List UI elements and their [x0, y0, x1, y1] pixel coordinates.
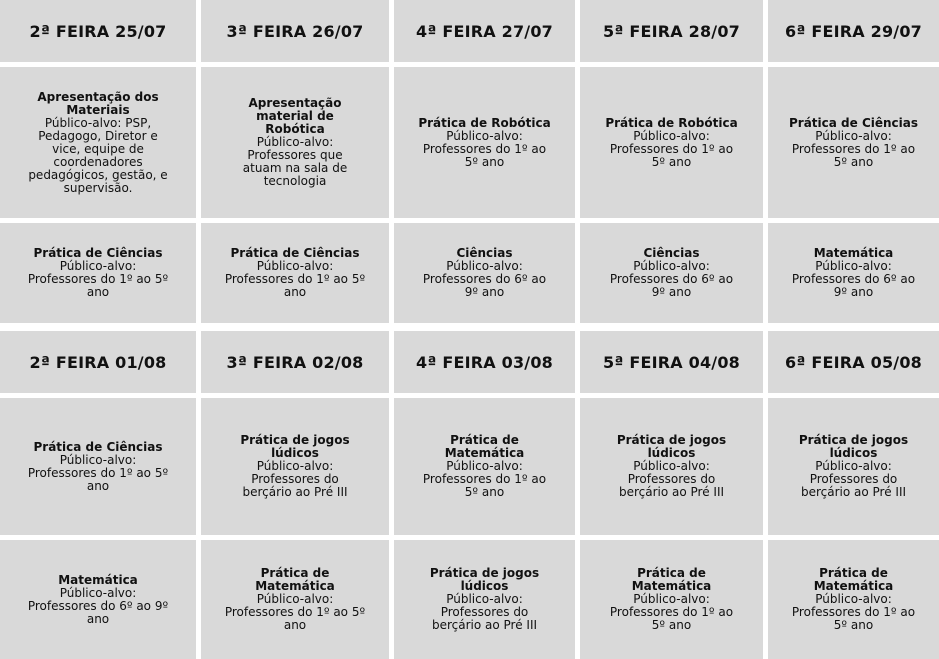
day-label: 3ª FEIRA 26/07 [226, 21, 364, 41]
audience-line: Professores do [251, 472, 339, 486]
audience-line: Professores do 1º ao 5º [224, 605, 366, 619]
session-title-line: material de [256, 109, 334, 123]
day-header-cell [580, 331, 763, 393]
audience-line: Pedagogo, Diretor e [38, 128, 158, 143]
audience-line: Professores do 1º ao [791, 141, 916, 156]
audience-label: Público-alvo: [815, 128, 892, 143]
session-title-line: Matemática [255, 579, 335, 593]
audience-line: coordenadores [53, 154, 143, 169]
session-title-line: lúdicos [460, 579, 509, 593]
session-title [248, 97, 341, 136]
audience-label: Público-alvo: [256, 135, 334, 149]
session-title [617, 434, 726, 460]
audience-line: Professores do 1º ao [791, 605, 916, 619]
audience-line: tecnologia [263, 174, 327, 188]
session-title-line: Ciências [456, 246, 513, 260]
day-header-cell [201, 331, 389, 393]
session-title-line: lúdicos [829, 446, 878, 460]
session-cell [201, 398, 389, 535]
session-cell [0, 398, 196, 535]
day-label: 6ª FEIRA 05/08 [785, 352, 922, 372]
day-label: 3ª FEIRA 02/08 [226, 352, 364, 372]
session-cell [0, 67, 196, 218]
audience-line: Professores do 1º ao [422, 472, 547, 486]
session-cell [201, 223, 389, 323]
day-header-cell [0, 0, 196, 62]
audience-line: 9º ano [833, 285, 874, 299]
audience-label: Público-alvo: PSP, [44, 115, 152, 130]
audience-line: berçário ao Pré III [242, 485, 348, 499]
session-title [58, 574, 138, 587]
audience-line: Professores do 1º ao 5º [224, 272, 366, 286]
audience-line: berçário ao Pré III [800, 485, 907, 499]
audience-label: Público-alvo: [256, 259, 334, 273]
audience-line: Professores que [247, 148, 343, 162]
session-title-line: Prática de Ciências [33, 246, 163, 260]
session-title-line: lúdicos [647, 446, 696, 460]
session-title [789, 117, 918, 130]
session-title [37, 91, 158, 117]
day-label: 6ª FEIRA 29/07 [785, 21, 922, 41]
audience-line: berçário ao Pré III [431, 618, 538, 632]
audience-line: Professores do [809, 472, 898, 486]
audience-label: Público-alvo: [815, 592, 892, 606]
audience-label: Público-alvo: [633, 259, 710, 273]
session-title [240, 434, 349, 460]
audience-label: Público-alvo: [256, 592, 334, 606]
session-title-line: Prática de Ciências [788, 115, 919, 130]
audience-line: ano [86, 611, 110, 626]
day-header-cell [394, 331, 575, 393]
audience-line: Professores do 6º ao 9º [27, 598, 169, 613]
audience-label: Público-alvo: [446, 459, 523, 473]
day-header-cell [768, 0, 939, 62]
session-title [430, 567, 539, 593]
session-cell [0, 540, 196, 659]
day-header-cell [0, 331, 196, 393]
session-cell [394, 540, 575, 659]
session-title-line: Ciências [643, 246, 700, 260]
session-title [799, 434, 908, 460]
session-title-line: Materiais [66, 102, 130, 117]
audience-label: Público-alvo: [633, 592, 710, 606]
session-title-line: Prática de [450, 433, 519, 447]
session-title [255, 567, 335, 593]
audience-label: Público-alvo: [815, 459, 892, 473]
audience-label: Público-alvo: [59, 259, 137, 273]
audience-line: 5º ano [464, 154, 505, 169]
session-cell [580, 67, 763, 218]
session-title [445, 434, 525, 460]
session-title-line: Prática de jogos [429, 566, 540, 580]
audience-line: ano [283, 618, 307, 632]
session-cell [394, 67, 575, 218]
audience-line: 9º ano [464, 285, 505, 299]
audience-line: Professores do 1º ao [609, 141, 734, 156]
day-label: 2ª FEIRA 25/07 [29, 21, 167, 41]
day-label: 4ª FEIRA 27/07 [416, 21, 553, 41]
session-title [632, 567, 712, 593]
day-header-cell [201, 0, 389, 62]
session-title-line: Prática de Robótica [605, 115, 738, 130]
audience-line: 5º ano [833, 618, 874, 632]
audience-line: berçário ao Pré III [618, 485, 725, 499]
audience-label: Público-alvo: [815, 259, 892, 273]
audience-line: Professores do 1º ao 5º [27, 272, 169, 286]
session-title-line: Robótica [265, 122, 325, 136]
audience-line: Professores do 1º ao [609, 605, 734, 619]
day-label: 5ª FEIRA 04/08 [603, 352, 740, 372]
audience-label: Público-alvo: [59, 585, 137, 600]
audience-label: Público-alvo: [446, 128, 523, 143]
audience-line: Professores do 6º ao [791, 272, 916, 286]
session-cell [0, 223, 196, 323]
audience-line: Professores do [440, 605, 529, 619]
audience-line: Professores do 1º ao [422, 141, 547, 156]
session-title-line: Apresentação [248, 96, 342, 110]
session-cell [580, 540, 763, 659]
audience-line: pedagógicos, gestão, e [28, 167, 168, 182]
audience-line: ano [86, 478, 110, 493]
session-title-line: Prática de [260, 566, 330, 580]
session-title-line: Prática de jogos [616, 433, 727, 447]
audience-line: 5º ano [651, 154, 692, 169]
session-cell [580, 398, 763, 535]
audience-line: Professores do 6º ao [609, 272, 734, 286]
audience-line: ano [86, 285, 110, 299]
day-header-cell [768, 331, 939, 393]
audience-line: atuam na sala de [242, 161, 348, 175]
audience-label: Público-alvo: [633, 459, 710, 473]
session-cell [201, 67, 389, 218]
audience-line: vice, equipe de [52, 141, 144, 156]
session-title-line: Prática de Robótica [418, 115, 551, 130]
session-cell [201, 540, 389, 659]
day-label: 4ª FEIRA 03/08 [416, 352, 553, 372]
day-label: 5ª FEIRA 28/07 [603, 21, 740, 41]
session-cell [768, 398, 939, 535]
session-title-line: Prática de [637, 566, 706, 580]
audience-label: Público-alvo: [59, 452, 137, 467]
session-title [605, 117, 737, 130]
session-title-line: Prática de jogos [240, 433, 350, 447]
session-title-line: Matemática [813, 579, 894, 593]
audience-label: Público-alvo: [446, 259, 523, 273]
audience-line: Professores do 6º ao [422, 272, 547, 286]
audience-line: Professores do [627, 472, 716, 486]
audience-label: Público-alvo: [256, 459, 334, 473]
session-title [418, 117, 550, 130]
session-title-line: lúdicos [271, 446, 319, 460]
day-header-cell [580, 0, 763, 62]
session-cell [768, 67, 939, 218]
session-title-line: Prática de Ciências [230, 246, 360, 260]
session-title-line: Apresentação dos [37, 89, 159, 104]
session-cell [394, 398, 575, 535]
session-title-line: Matemática [813, 246, 894, 260]
session-title-line: Prática de [819, 566, 888, 580]
session-title-line: Prática de jogos [798, 433, 909, 447]
session-cell [768, 540, 939, 659]
session-title-line: Matemática [631, 579, 712, 593]
session-cell [768, 223, 939, 323]
session-cell [394, 223, 575, 323]
session-cell [580, 223, 763, 323]
session-title-line: Prática de Ciências [33, 439, 163, 454]
audience-line: ano [283, 285, 307, 299]
audience-line: Professores do 1º ao 5º [27, 465, 169, 480]
day-label: 2ª FEIRA 01/08 [29, 352, 167, 372]
session-title-line: Matemática [58, 572, 138, 587]
day-header-cell [394, 0, 575, 62]
audience-line: 5º ano [464, 485, 505, 499]
audience-line: 5º ano [651, 618, 692, 632]
session-title [814, 567, 894, 593]
audience-line: 5º ano [833, 154, 874, 169]
audience-line: 9º ano [651, 285, 692, 299]
session-title [33, 441, 162, 454]
audience-label: Público-alvo: [633, 128, 710, 143]
session-title-line: Matemática [444, 446, 525, 460]
audience-label: Público-alvo: [446, 592, 523, 606]
audience-line: supervisão. [63, 180, 133, 195]
